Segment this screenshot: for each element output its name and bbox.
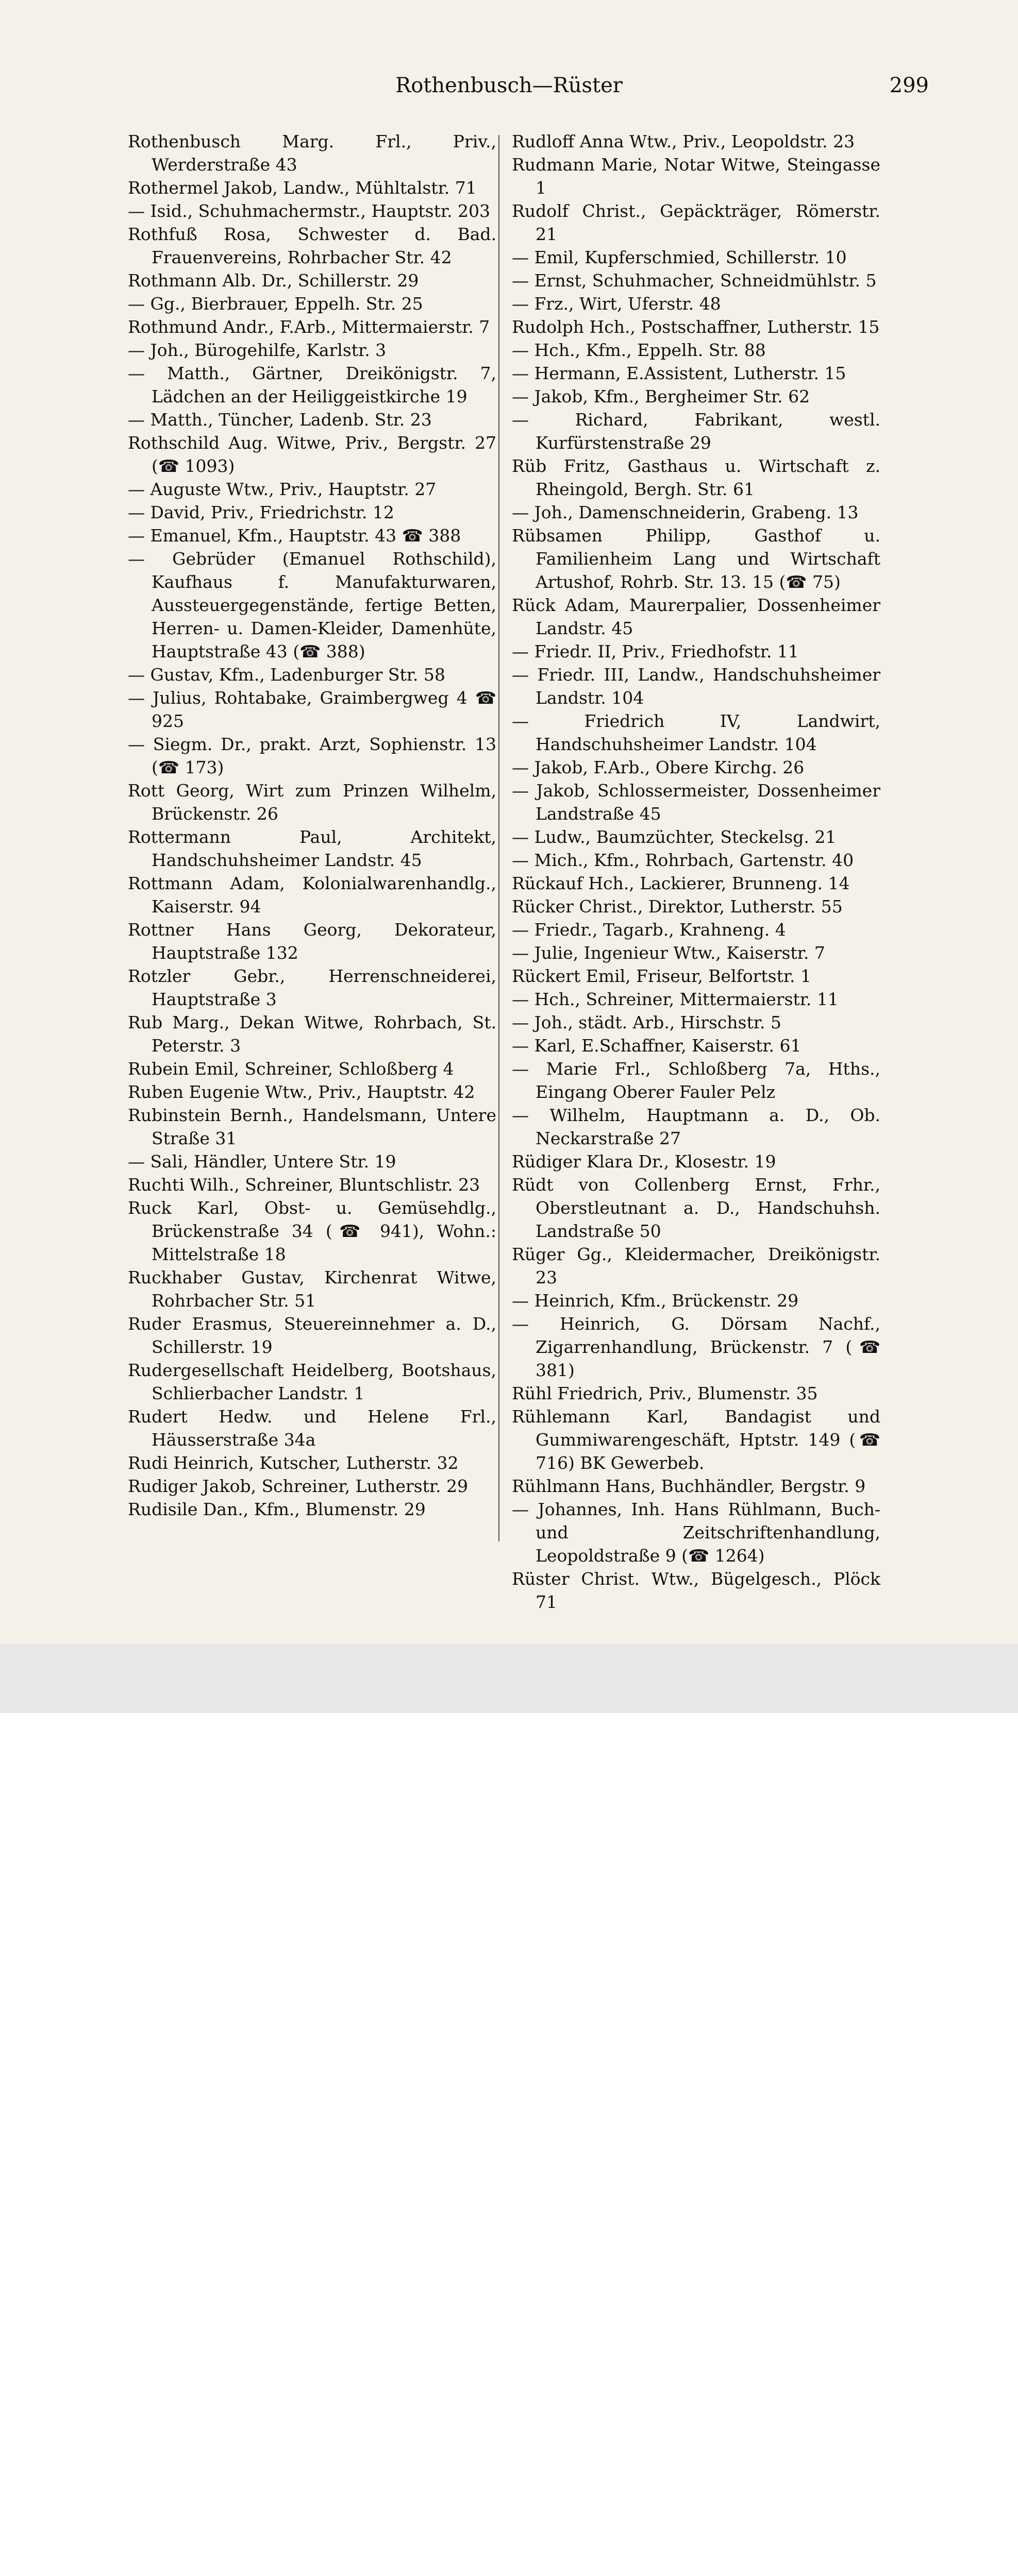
directory-entry: — Gebrüder (Emanuel Rothschild), Kaufhaus f. Manufakturwaren, Aussteuergegenstände, fertige Betten, Herren- u. Damen-Kleider, Damenhüte, Hauptstraße 43 (☎ 388) xyxy=(128,549,496,662)
directory-entry: — Friedrich IV, Landwirt, Handschuhsheimer Landstr. 104 xyxy=(512,711,880,754)
directory-entry: Rücker Christ., Direktor, Lutherstr. 55 xyxy=(512,896,843,917)
directory-entry: Rudolf Christ., Gepäckträger, Römerstr. 21 xyxy=(512,201,880,244)
directory-entry: Ruder Erasmus, Steuereinnehmer a. D., Schillerstr. 19 xyxy=(128,1314,496,1357)
directory-entry: Rothmann Alb. Dr., Schillerstr. 29 xyxy=(128,270,419,291)
directory-entry: Rudert Hedw. und Helene Frl., Häusserstraße 34a xyxy=(128,1406,496,1450)
directory-entry: — Sali, Händler, Untere Str. 19 xyxy=(128,1151,396,1172)
directory-entry: — Frz., Wirt, Uferstr. 48 xyxy=(512,294,721,314)
directory-entry: Rudergesellschaft Heidelberg, Bootshaus, Schlierbacher Landstr. 1 xyxy=(128,1360,496,1403)
directory-entry: Ruben Eugenie Wtw., Priv., Hauptstr. 42 xyxy=(128,1082,475,1102)
directory-entry: — Heinrich, G. Dörsam Nachf., Zigarrenhandlung, Brückenstr. 7 (☎ 381) xyxy=(512,1314,880,1380)
directory-entry: — David, Priv., Friedrichstr. 12 xyxy=(128,502,394,522)
directory-entry: — Julie, Ingenieur Wtw., Kaiserstr. 7 xyxy=(512,943,825,963)
directory-entry: Rudmann Marie, Notar Witwe, Steingasse 1 xyxy=(512,155,880,198)
directory-entry: — Jakob, Kfm., Bergheimer Str. 62 xyxy=(512,386,810,406)
directory-entry: — Karl, E.Schaffner, Kaiserstr. 61 xyxy=(512,1036,802,1056)
left-column xyxy=(128,130,496,1521)
directory-entry: — Marie Frl., Schloßberg 7a, Hths., Eingang Oberer Fauler Pelz xyxy=(512,1059,880,1102)
directory-entry: Rüger Gg., Kleidermacher, Dreikönigstr. 23 xyxy=(512,1244,880,1287)
directory-entry: — Johannes, Inh. Hans Rühlmann, Buch- und Zeitschriftenhandlung, Leopoldstraße 9 (☎ 1264) xyxy=(512,1499,880,1566)
directory-entry: — Ernst, Schuhmacher, Schneidmühlstr. 5 xyxy=(512,270,877,291)
directory-entry: Rottner Hans Georg, Dekorateur, Hauptstraße 132 xyxy=(128,920,496,963)
directory-entry: — Ludw., Baumzüchter, Steckelsg. 21 xyxy=(512,827,837,847)
directory-entry: Rubein Emil, Schreiner, Schloßberg 4 xyxy=(128,1059,454,1079)
directory-entry: Rüb Fritz, Gasthaus u. Wirtschaft z. Rheingold, Bergh. Str. 61 xyxy=(512,456,880,499)
directory-entry: — Gg., Bierbrauer, Eppelh. Str. 25 xyxy=(128,294,423,314)
directory-entry: Rück Adam, Maurerpalier, Dossenheimer Landstr. 45 xyxy=(512,595,880,638)
directory-entry: Rubinstein Bernh., Handelsmann, Untere Straße 31 xyxy=(128,1105,496,1148)
directory-entry: Rothenbusch Marg. Frl., Priv., Werderstraße 43 xyxy=(128,131,496,175)
directory-entry: Ruckhaber Gustav, Kirchenrat Witwe, Rohrbacher Str. 51 xyxy=(128,1267,496,1311)
directory-entry: Rudolph Hch., Postschaffner, Lutherstr. 15 xyxy=(512,317,880,337)
directory-entry: Rüster Christ. Wtw., Bügelgesch., Plöck 71 xyxy=(512,1569,880,1612)
directory-entry: Rothschild Aug. Witwe, Priv., Bergstr. 27 (☎ 1093) xyxy=(128,433,496,476)
right-column xyxy=(512,130,880,1614)
directory-entry: Rückert Emil, Friseur, Belfortstr. 1 xyxy=(512,966,811,986)
directory-entry: — Wilhelm, Hauptmann a. D., Ob. Neckarstraße 27 xyxy=(512,1105,880,1148)
directory-entry: — Jakob, Schlossermeister, Dossenheimer Landstraße 45 xyxy=(512,781,880,824)
directory-entry: Rüdt von Collenberg Ernst, Frhr., Oberstleutnant a. D., Handschuhsh. Landstraße 50 xyxy=(512,1175,880,1241)
directory-entry: Rudloff Anna Wtw., Priv., Leopoldstr. 23 xyxy=(512,131,855,151)
directory-entry: Rothermel Jakob, Landw., Mühltalstr. 71 xyxy=(128,178,477,198)
directory-entry: Rübsamen Philipp, Gasthof u. Familienheim Lang und Wirtschaft Artushof, Rohrb. Str. 13. 15 (☎ 75) xyxy=(512,526,880,592)
directory-entry: — Joh., Damenschneiderin, Grabeng. 13 xyxy=(512,502,859,522)
directory-entry: — Julius, Rohtabake, Graimbergweg 4 ☎ 925 xyxy=(128,688,496,731)
directory-entry: — Gustav, Kfm., Ladenburger Str. 58 xyxy=(128,665,445,685)
directory-entry: — Auguste Wtw., Priv., Hauptstr. 27 xyxy=(128,479,437,499)
directory-entry: Rühlemann Karl, Bandagist und Gummiwarengeschäft, Hptstr. 149 (☎ 716) BK Gewerbeb. xyxy=(512,1406,880,1473)
directory-entry: — Matth., Gärtner, Dreikönigstr. 7, Lädchen an der Heiliggeistkirche 19 xyxy=(128,363,496,406)
directory-entry: — Emil, Kupferschmied, Schillerstr. 10 xyxy=(512,247,847,267)
directory-entry: Rott Georg, Wirt zum Prinzen Wilhelm, Brückenstr. 26 xyxy=(128,781,496,824)
directory-entry: — Joh., städt. Arb., Hirschstr. 5 xyxy=(512,1012,781,1032)
directory-entry: — Hermann, E.Assistent, Lutherstr. 15 xyxy=(512,363,846,383)
directory-entry: Rühl Friedrich, Priv., Blumenstr. 35 xyxy=(512,1383,818,1403)
directory-entry: — Jakob, F.Arb., Obere Kirchg. 26 xyxy=(512,757,805,777)
directory-entry: — Matth., Tüncher, Ladenb. Str. 23 xyxy=(128,410,432,430)
directory-entry: — Joh., Bürogehilfe, Karlstr. 3 xyxy=(128,340,387,360)
footer-bar xyxy=(0,1643,1018,1713)
directory-entry: Rub Marg., Dekan Witwe, Rohrbach, St. Peterstr. 3 xyxy=(128,1012,496,1056)
directory-entry: — Isid., Schuhmachermstr., Hauptstr. 203 xyxy=(128,201,490,221)
directory-entry: Ruck Karl, Obst- u. Gemüsehdlg., Brückenstraße 34 (☎ 941), Wohn.: Mittelstraße 18 xyxy=(128,1198,496,1264)
directory-entry: Rudisile Dan., Kfm., Blumenstr. 29 xyxy=(128,1499,426,1519)
directory-entry: Rühlmann Hans, Buchhändler, Bergstr. 9 xyxy=(512,1476,866,1496)
column-divider xyxy=(498,135,499,1541)
directory-entry: — Hch., Kfm., Eppelh. Str. 88 xyxy=(512,340,766,360)
directory-entry: Rudiger Jakob, Schreiner, Lutherstr. 29 xyxy=(128,1476,468,1496)
directory-entry: Rüdiger Klara Dr., Klosestr. 19 xyxy=(512,1151,776,1172)
directory-entry: — Hch., Schreiner, Mittermaierstr. 11 xyxy=(512,989,839,1009)
directory-entry: — Richard, Fabrikant, westl. Kurfürstenstraße 29 xyxy=(512,410,880,453)
directory-entry: Rottmann Adam, Kolonialwarenhandlg., Kaiserstr. 94 xyxy=(128,873,496,917)
directory-entry: — Siegm. Dr., prakt. Arzt, Sophienstr. 13 (☎ 173) xyxy=(128,734,496,777)
page-number: 299 xyxy=(889,74,929,97)
directory-entry: Rudi Heinrich, Kutscher, Lutherstr. 32 xyxy=(128,1453,459,1473)
directory-entry: Rückauf Hch., Lackierer, Brunneng. 14 xyxy=(512,873,850,893)
directory-entry: Ruchti Wilh., Schreiner, Bluntschlistr. 23 xyxy=(128,1175,480,1195)
directory-entry: — Friedr. III, Landw., Handschuhsheimer Landstr. 104 xyxy=(512,665,880,708)
directory-entry: Rothfuß Rosa, Schwester d. Bad. Frauenvereins, Rohrbacher Str. 42 xyxy=(128,224,496,267)
directory-entry: — Friedr., Tagarb., Krahneng. 4 xyxy=(512,920,786,940)
directory-entry: — Mich., Kfm., Rohrbach, Gartenstr. 40 xyxy=(512,850,854,870)
directory-entry: Rotzler Gebr., Herrenschneiderei, Hauptstraße 3 xyxy=(128,966,496,1009)
directory-entry: — Friedr. II, Priv., Friedhofstr. 11 xyxy=(512,641,799,662)
directory-entry: Rottermann Paul, Architekt, Handschuhsheimer Landstr. 45 xyxy=(128,827,496,870)
directory-entry: — Heinrich, Kfm., Brückenstr. 29 xyxy=(512,1291,799,1311)
directory-entry: Rothmund Andr., F.Arb., Mittermaierstr. 7 xyxy=(128,317,490,337)
directory-entry: — Emanuel, Kfm., Hauptstr. 43 ☎ 388 xyxy=(128,526,461,546)
running-header: Rothenbusch—Rüster xyxy=(395,74,623,97)
